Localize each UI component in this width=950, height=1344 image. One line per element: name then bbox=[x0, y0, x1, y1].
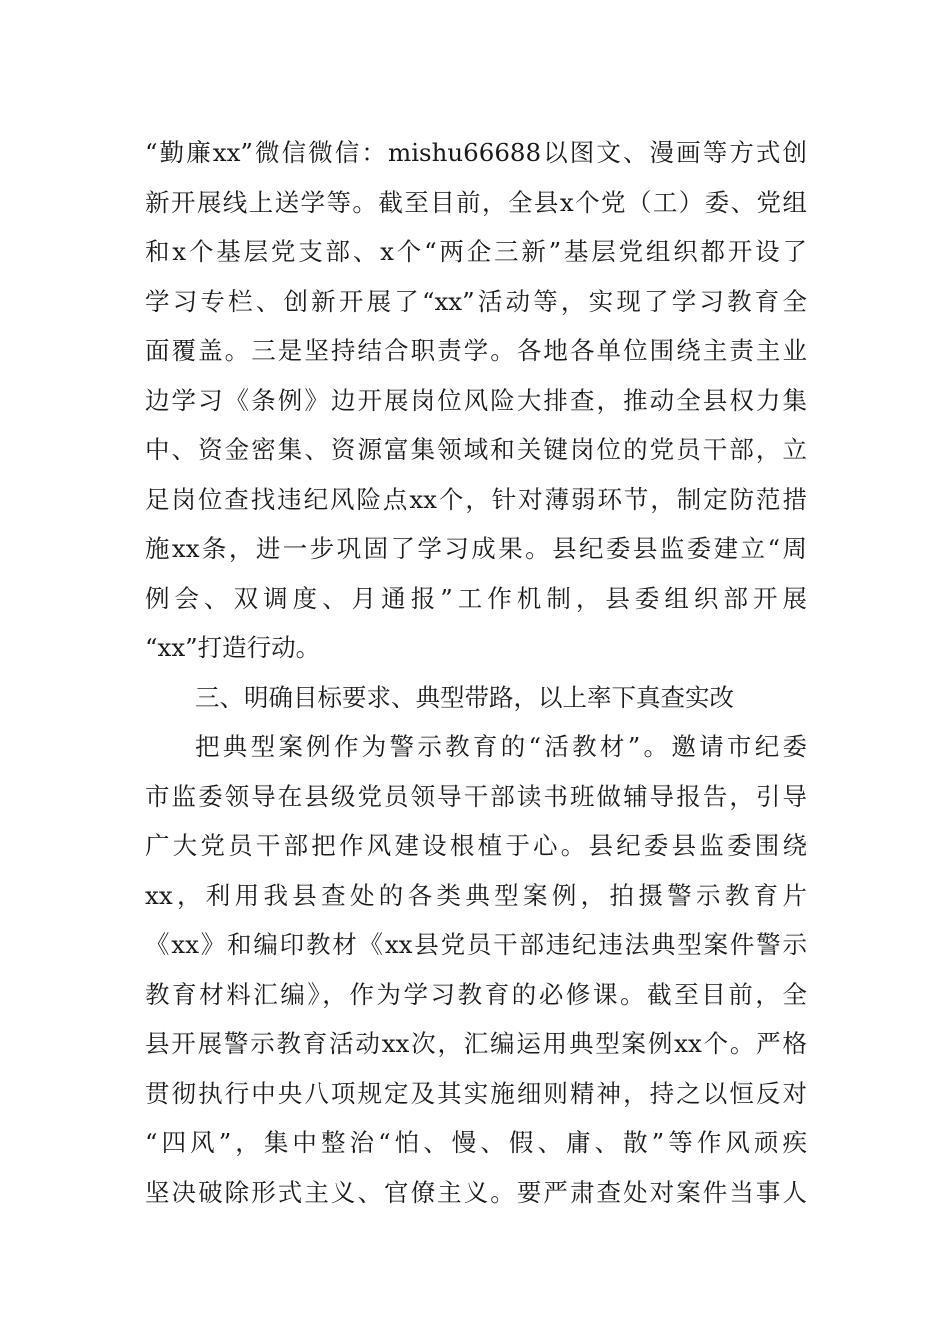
text-line: 《xx》和编印教材《xx县党员干部违纪违法典型案件警示 bbox=[145, 930, 807, 959]
text-line: 施xx条，进一步巩固了学习成果。县纪委县监委建立“周 bbox=[145, 534, 807, 563]
text-line: “xx”打造行动。 bbox=[145, 633, 321, 662]
text-line: 把典型案例作为警示教育的“活教材”。邀请市纪委 bbox=[195, 732, 807, 761]
text-line: 学习专栏、创新开展了“xx”活动等，实现了学习教育全 bbox=[145, 286, 807, 316]
section-heading: 三、明确目标要求、典型带路，以上率下真查实改 bbox=[195, 682, 734, 712]
text-line: 中、资金密集、资源富集领域和关键岗位的党员干部，立 bbox=[145, 435, 807, 464]
text-line: 教育材料汇编》，作为学习教育的必修课。截至目前，全 bbox=[145, 979, 807, 1009]
text-line: 边学习《条例》边开展岗位风险大排查，推动全县权力集 bbox=[145, 385, 807, 415]
text-line: 县开展警示教育活动xx次，汇编运用典型案例xx个。严格 bbox=[145, 1029, 807, 1058]
text-line: 广大党员干部把作风建设根植于心。县纪委县监委围绕 bbox=[145, 831, 807, 860]
paragraph-1 bbox=[145, 128, 807, 673]
text-line: 面覆盖。三是坚持结合职责学。各地各单位围绕主责主业 bbox=[145, 336, 807, 365]
paragraph-2 bbox=[145, 722, 807, 1217]
text-line: 市监委领导在县级党员领导干部读书班做辅导报告，引导 bbox=[145, 781, 807, 811]
text-line: 和x个基层党支部、x个“两企三新”基层党组织都开设了 bbox=[145, 237, 807, 266]
text-line: 坚决破除形式主义、官僚主义。要严肃查处对案件当事人 bbox=[145, 1177, 807, 1207]
text-line: 足岗位查找违纪风险点xx个，针对薄弱环节，制定防范措 bbox=[145, 484, 807, 514]
text-line: xx，利用我县查处的各类典型案例，拍摄警示教育片 bbox=[145, 880, 807, 910]
text-line: 例会、双调度、月通报”工作机制，县委组织部开展 bbox=[145, 583, 807, 613]
text-line: 新开展线上送学等。截至目前，全县x个党（工）委、党组 bbox=[145, 187, 807, 217]
text-line: “勤廉xx”微信微信：mishu66688以图文、漫画等方式创 bbox=[145, 138, 807, 167]
document-page bbox=[145, 128, 807, 1217]
text-line: “四风”，集中整治“怕、慢、假、庸、散”等作风顽疾 bbox=[145, 1128, 807, 1157]
text-line: 贯彻执行中央八项规定及其实施细则精神，持之以恒反对 bbox=[145, 1078, 807, 1108]
